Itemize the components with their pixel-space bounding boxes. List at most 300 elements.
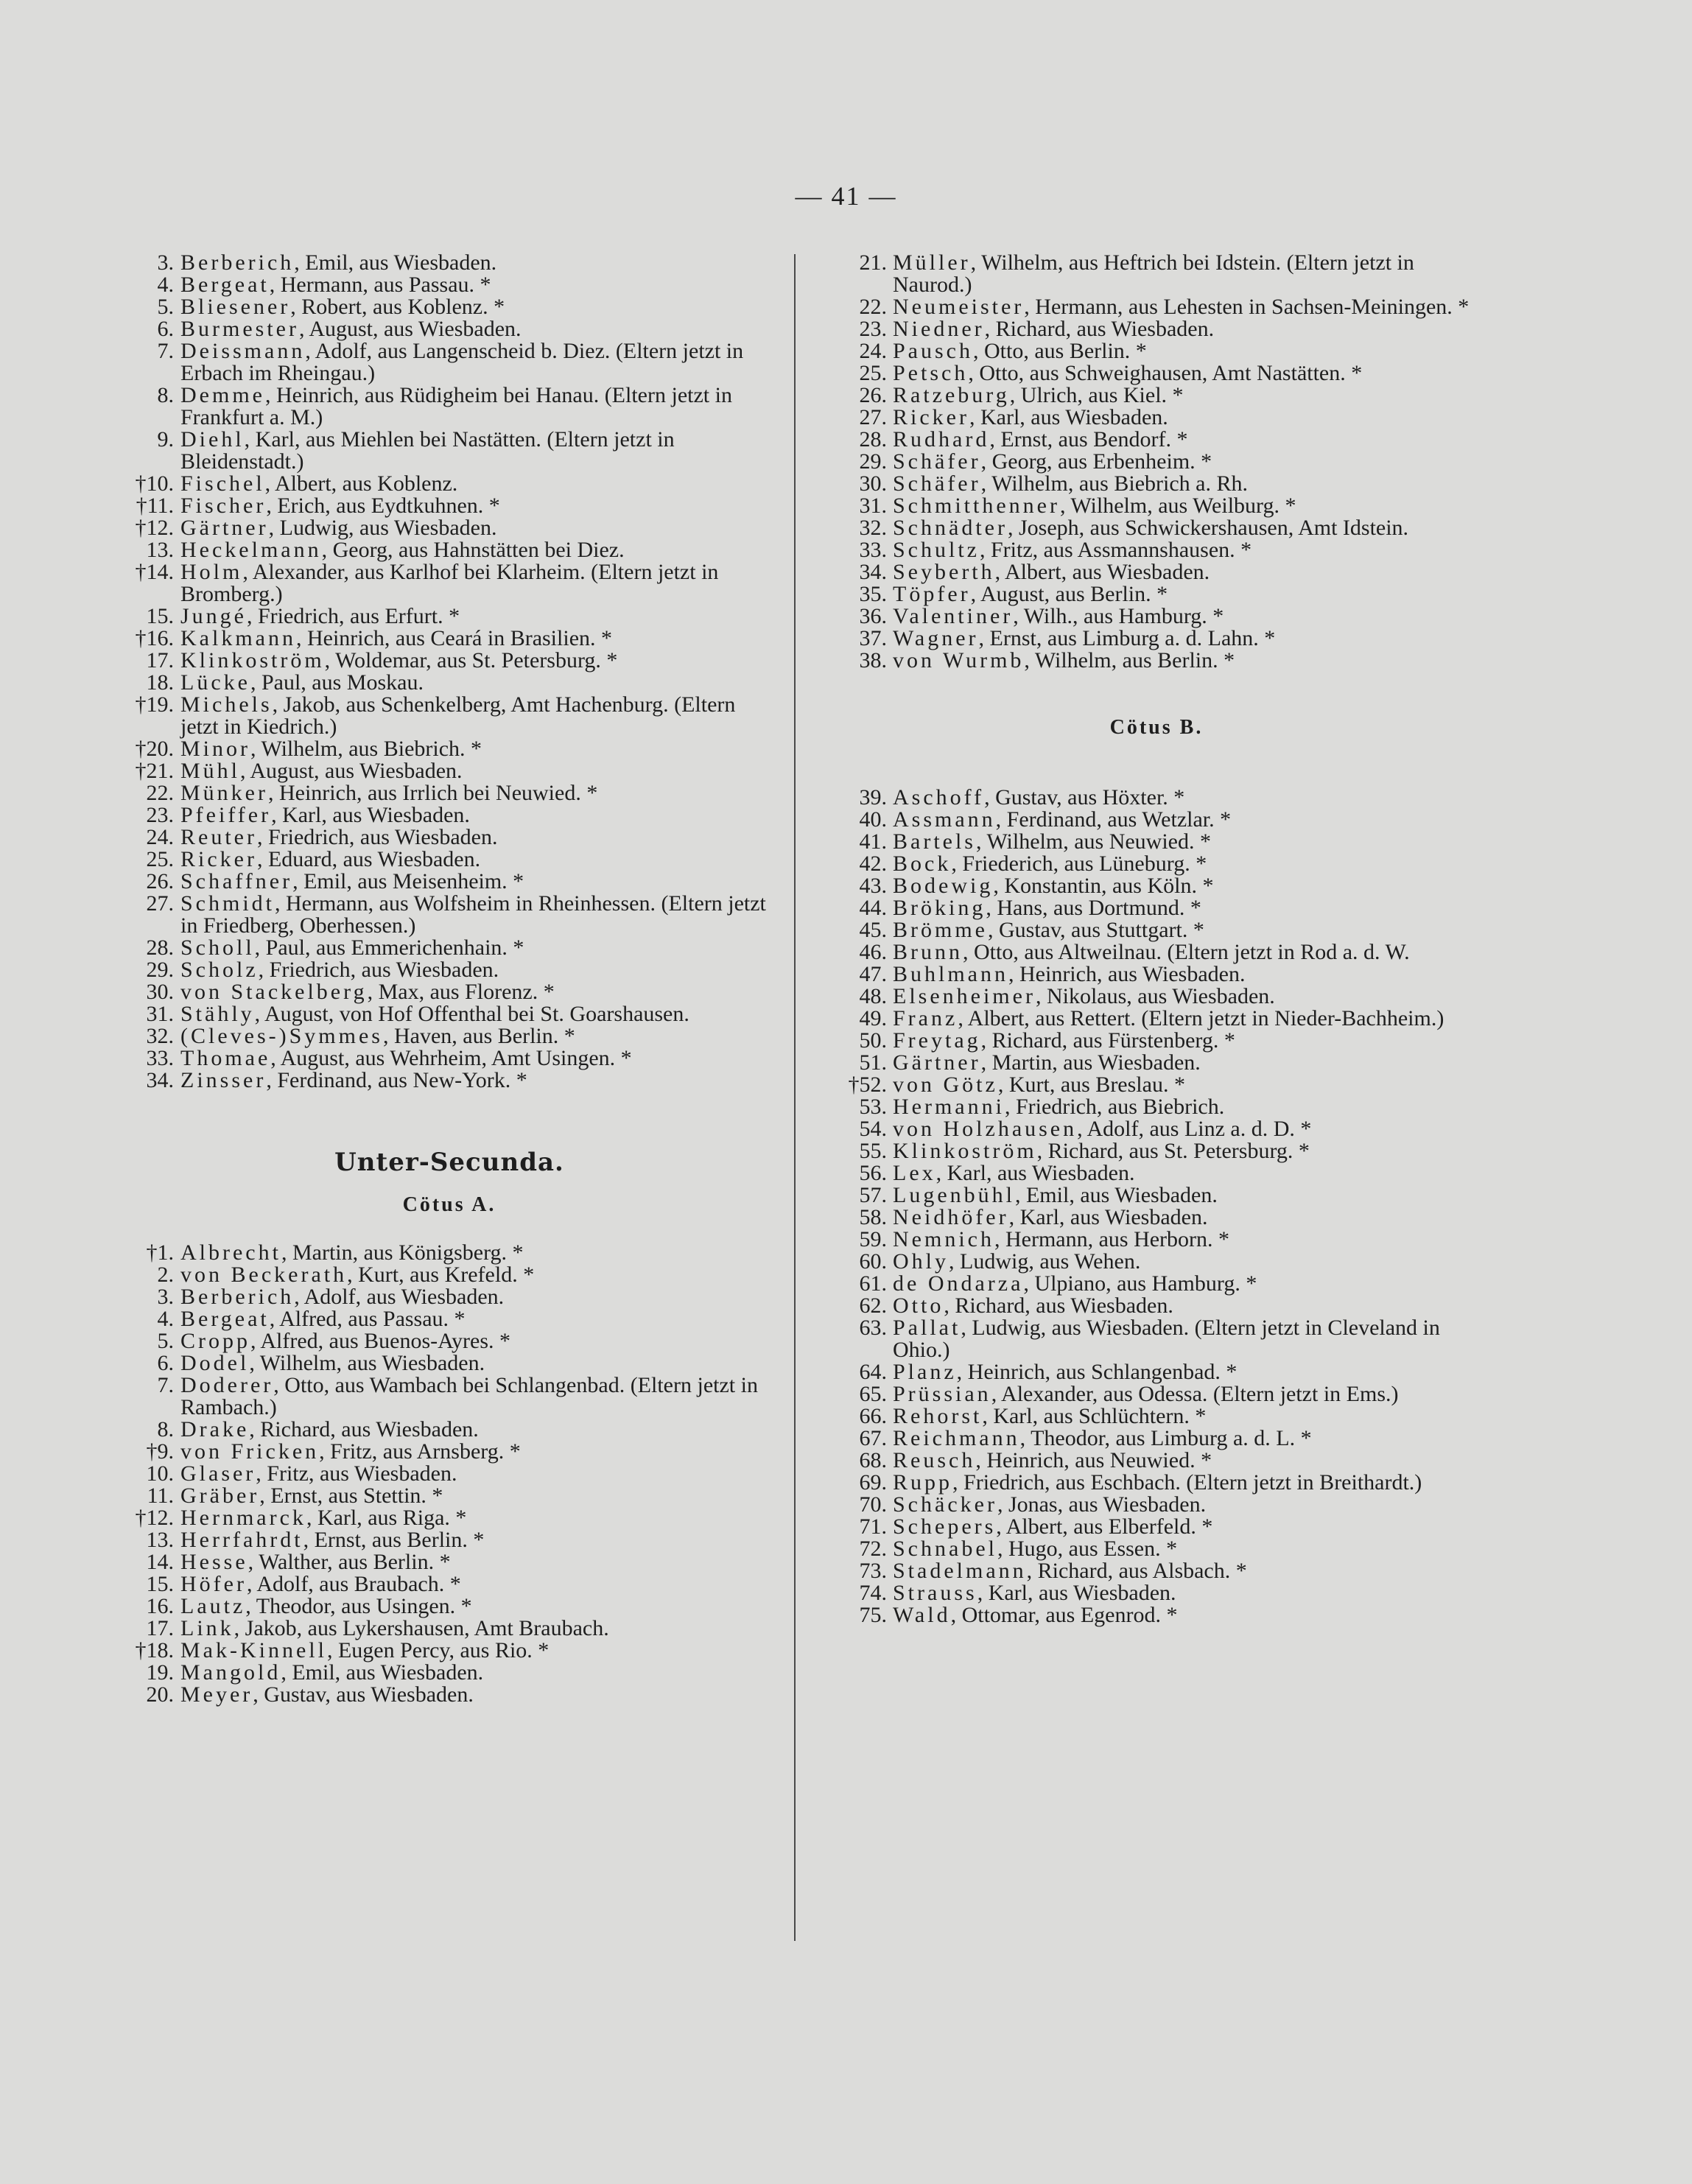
right-column xyxy=(832,252,1481,1626)
student-name: Meyer xyxy=(180,1682,253,1707)
student-details: , Karl, aus Wiesbaden. xyxy=(271,803,470,827)
student-name: Wald xyxy=(893,1603,951,1627)
cotus-b-list xyxy=(832,787,1481,1626)
student-name: Link xyxy=(180,1616,234,1640)
list-item xyxy=(832,628,1481,650)
student-details: , Wilhelm, aus Wiesbaden. xyxy=(249,1351,485,1375)
list-item xyxy=(125,495,773,517)
entry-number: 24. xyxy=(146,825,174,849)
entry-number: 72. xyxy=(859,1537,887,1561)
list-item xyxy=(832,1162,1481,1184)
right-top-list xyxy=(832,252,1481,672)
list-item xyxy=(832,1052,1481,1074)
entry-number: 28. xyxy=(146,935,174,960)
entry-number: 67. xyxy=(859,1426,887,1450)
entry-number: 27. xyxy=(146,891,174,916)
student-name: Bock xyxy=(893,852,952,876)
list-item xyxy=(832,362,1481,385)
student-details: , Karl, aus Wiesbaden. xyxy=(935,1161,1135,1185)
student-name: Burmester xyxy=(180,317,299,341)
entry-number: 50. xyxy=(859,1028,887,1053)
student-details: , Adolf, aus Langenscheid b. Diez. (Eltern jetzt in Erbach im Rheingau.) xyxy=(180,339,744,385)
list-item xyxy=(125,738,773,760)
student-details: , Ottomar, aus Egenrod. * xyxy=(950,1603,1178,1627)
list-item xyxy=(832,875,1481,897)
student-details: , Ludwig, aus Wiesbaden. xyxy=(268,516,497,540)
entry-number: 60. xyxy=(859,1249,887,1274)
list-item xyxy=(125,296,773,318)
list-item xyxy=(125,1264,773,1286)
list-item xyxy=(832,1096,1481,1118)
student-details: , Alfred, aus Passau. * xyxy=(269,1307,466,1331)
student-details: , Gustav, aus Höxter. * xyxy=(984,785,1185,810)
student-details: , Paul, aus Emmerichenhain. * xyxy=(254,935,524,960)
entry-number: †14. xyxy=(135,560,174,584)
list-item xyxy=(832,1207,1481,1229)
entry-number: 39. xyxy=(859,785,887,810)
student-name: Reichmann xyxy=(893,1426,1020,1450)
list-item xyxy=(125,959,773,981)
student-name: Schäfer xyxy=(893,471,981,496)
entry-number: 28. xyxy=(859,427,887,452)
student-name: Reuter xyxy=(180,825,257,849)
list-item xyxy=(832,831,1481,853)
entry-number: 46. xyxy=(859,940,887,964)
entry-number: 48. xyxy=(859,984,887,1008)
student-name: Lex xyxy=(893,1161,936,1185)
entry-number: 32. xyxy=(859,516,887,540)
student-name: Jungé xyxy=(180,604,247,628)
student-details: , Konstantin, aus Köln. * xyxy=(993,874,1214,898)
list-item xyxy=(125,1662,773,1684)
student-details: , Hans, aus Dortmund. * xyxy=(986,896,1201,920)
entry-number: 73. xyxy=(859,1559,887,1583)
list-item xyxy=(125,760,773,782)
list-item xyxy=(832,1494,1481,1516)
list-item xyxy=(832,1229,1481,1251)
entry-number: 17. xyxy=(146,648,174,673)
column-divider xyxy=(794,254,796,1941)
student-name: Gräber xyxy=(180,1483,260,1508)
cotus-a-heading: Cötus A. xyxy=(402,1193,496,1216)
list-item xyxy=(125,1242,773,1264)
entry-number: 6. xyxy=(157,1351,174,1375)
student-details: , Gustav, aus Wiesbaden. xyxy=(253,1682,474,1707)
entry-number: 65. xyxy=(859,1382,887,1406)
student-details: , Emil, aus Meisenheim. * xyxy=(292,869,524,893)
list-item xyxy=(125,1551,773,1573)
entry-number: 7. xyxy=(157,1373,174,1397)
entry-number: 18. xyxy=(146,670,174,695)
student-name: Fischel xyxy=(180,471,265,496)
entry-number: 25. xyxy=(146,847,174,871)
student-details: , Wilhelm, aus Neuwied. * xyxy=(975,829,1211,854)
list-item xyxy=(125,849,773,871)
entry-number: 34. xyxy=(146,1068,174,1092)
student-details: , Richard, aus Wiesbaden. xyxy=(984,317,1215,341)
student-details: , Alexander, aus Odessa. (Eltern jetzt in Ems.) xyxy=(991,1382,1399,1406)
entry-number: 34. xyxy=(859,560,887,584)
student-details: , Martin, aus Königsberg. * xyxy=(281,1240,524,1265)
student-details: , Wilhelm, aus Biebrich a. Rh. xyxy=(980,471,1248,496)
list-item xyxy=(125,1441,773,1463)
entry-number: 29. xyxy=(859,449,887,474)
entry-number: 7. xyxy=(157,339,174,363)
list-item xyxy=(125,1025,773,1047)
student-details: , Heinrich, aus Rüdigheim bei Hanau. (Eltern jetzt in Frankfurt a. M.) xyxy=(180,383,732,429)
unter-secunda-heading: Unter-Secunda. xyxy=(334,1148,564,1177)
student-name: Ricker xyxy=(180,847,257,871)
list-item xyxy=(832,495,1481,517)
list-item xyxy=(125,385,773,429)
list-item xyxy=(125,429,773,473)
list-item xyxy=(125,782,773,804)
student-details: , Ludwig, aus Wehen. xyxy=(949,1249,1141,1274)
student-details: , Jakob, aus Schenkelberg, Amt Hachenburg. (Eltern jetzt in Kiedrich.) xyxy=(180,692,736,739)
student-details: , Max, aus Florenz. * xyxy=(367,980,555,1004)
entry-number: †9. xyxy=(146,1439,174,1464)
student-name: Petsch xyxy=(893,361,969,385)
list-item xyxy=(832,561,1481,583)
student-details: , Wilhelm, aus Weilburg. * xyxy=(1059,494,1296,518)
entry-number: †1. xyxy=(146,1240,174,1265)
student-name: Mangold xyxy=(180,1660,281,1685)
entry-number: 15. xyxy=(146,1572,174,1596)
student-name: Lugenbühl xyxy=(893,1183,1015,1207)
student-details: , Ferdinand, aus Wetzlar. * xyxy=(995,807,1232,832)
list-item xyxy=(832,941,1481,963)
student-name: Brömme xyxy=(893,918,988,942)
entry-number: 14. xyxy=(146,1550,174,1574)
entry-number: 42. xyxy=(859,852,887,876)
student-details: , August, aus Wehrheim, Amt Usingen. * xyxy=(270,1046,632,1070)
student-details: , August, von Hof Offenthal bei St. Goarshausen. xyxy=(254,1002,689,1026)
entry-number: 63. xyxy=(859,1316,887,1340)
entry-number: 26. xyxy=(146,869,174,893)
student-name: Elsenheimer xyxy=(893,984,1036,1008)
entry-number: 24. xyxy=(859,339,887,363)
entry-number: 22. xyxy=(146,781,174,805)
student-name: Neidhöfer xyxy=(893,1205,1009,1229)
student-details: , Adolf, aus Braubach. * xyxy=(246,1572,461,1596)
student-details: , Karl, aus Riga. * xyxy=(306,1506,467,1530)
student-name: Bartels xyxy=(893,829,976,854)
student-name: Cropp xyxy=(180,1329,250,1353)
student-name: Albrecht xyxy=(180,1240,281,1265)
student-details: , Gustav, aus Stuttgart. * xyxy=(988,918,1204,942)
student-details: , Eduard, aus Wiesbaden. xyxy=(256,847,481,871)
list-item xyxy=(832,539,1481,561)
student-name: Mühl xyxy=(180,759,241,783)
student-name: Minor xyxy=(180,737,250,761)
student-details: , Richard, aus Alsbach. * xyxy=(1026,1559,1247,1583)
list-item xyxy=(832,1273,1481,1295)
list-item xyxy=(832,1560,1481,1582)
student-name: Thomae xyxy=(180,1046,271,1070)
student-details: , Heinrich, aus Wiesbaden. xyxy=(1008,962,1246,986)
entry-number: 38. xyxy=(859,648,887,673)
entry-number: †12. xyxy=(135,516,174,540)
student-name: Schmitthenner xyxy=(893,494,1060,518)
student-details: , Wilhelm, aus Berlin. * xyxy=(1024,648,1235,673)
student-details: , Friedrich, aus Biebrich. xyxy=(1004,1095,1225,1119)
entry-number: 30. xyxy=(146,980,174,1004)
student-details: , Wilhelm, aus Heftrich bei Idstein. (Eltern jetzt in Naurod.) xyxy=(893,250,1414,297)
entry-number: 33. xyxy=(859,538,887,562)
student-name: Berberich xyxy=(180,250,295,275)
student-details: , Alfred, aus Buenos-Ayres. * xyxy=(250,1329,511,1353)
student-details: , Heinrich, aus Irrlich bei Neuwied. * xyxy=(267,781,598,805)
student-name: Ricker xyxy=(893,405,969,429)
student-name: Schäcker xyxy=(893,1492,997,1517)
student-name: Assmann xyxy=(893,807,996,832)
student-name: Michels xyxy=(180,692,273,717)
student-name: Schaffner xyxy=(180,869,293,893)
list-item xyxy=(125,1047,773,1070)
student-details: , Emil, aus Wiesbaden. xyxy=(294,250,497,275)
list-item xyxy=(125,1308,773,1330)
student-details: , Karl, aus Wiesbaden. xyxy=(969,405,1168,429)
student-name: Brunn xyxy=(893,940,963,964)
student-details: , Paul, aus Moskau. xyxy=(250,670,424,695)
entry-number: 44. xyxy=(859,896,887,920)
list-item xyxy=(832,1030,1481,1052)
student-details: , Theodor, aus Limburg a. d. L. * xyxy=(1019,1426,1312,1450)
entry-number: 53. xyxy=(859,1095,887,1119)
student-details: , Georg, aus Hahnstätten bei Diez. xyxy=(321,538,625,562)
student-name: von Holzhausen xyxy=(893,1117,1078,1141)
list-item xyxy=(832,1538,1481,1560)
entry-number: 49. xyxy=(859,1006,887,1030)
entry-number: †16. xyxy=(135,626,174,650)
entry-number: 21. xyxy=(859,250,887,275)
entry-number: 13. xyxy=(146,538,174,562)
student-name: Heckelmann xyxy=(180,538,322,562)
student-details: , Ernst, aus Berlin. * xyxy=(303,1528,485,1552)
entry-number: 43. xyxy=(859,874,887,898)
student-details: , Albert, aus Elberfeld. * xyxy=(996,1514,1213,1539)
list-item xyxy=(832,1008,1481,1030)
student-details: , Ernst, aus Bendorf. * xyxy=(989,427,1188,452)
entry-number: 54. xyxy=(859,1117,887,1141)
student-name: Berberich xyxy=(180,1285,295,1309)
student-name: Töpfer xyxy=(893,582,971,606)
student-name: Müller xyxy=(893,250,971,275)
student-name: Hermanni xyxy=(893,1095,1005,1119)
list-item xyxy=(832,1516,1481,1538)
list-item xyxy=(125,252,773,274)
student-details: , Albert, aus Wiesbaden. xyxy=(994,560,1210,584)
student-name: Planz xyxy=(893,1360,957,1384)
entry-number: 30. xyxy=(859,471,887,496)
entry-number: 62. xyxy=(859,1293,887,1318)
student-name: Lücke xyxy=(180,670,250,695)
entry-number: 10. xyxy=(146,1461,174,1486)
entry-number: 29. xyxy=(146,958,174,982)
entry-number: 71. xyxy=(859,1514,887,1539)
entry-number: 35. xyxy=(859,582,887,606)
entry-number: 75. xyxy=(859,1603,887,1627)
entry-number: 64. xyxy=(859,1360,887,1384)
entry-number: 27. xyxy=(859,405,887,429)
list-item xyxy=(125,274,773,296)
student-name: Seyberth xyxy=(893,560,995,584)
student-details: , Richard, aus St. Petersburg. * xyxy=(1036,1139,1310,1163)
student-details: , Richard, aus Wiesbaden. xyxy=(249,1417,479,1442)
student-name: Stähly xyxy=(180,1002,255,1026)
list-item xyxy=(125,561,773,605)
list-item xyxy=(832,853,1481,875)
student-name: Pfeiffer xyxy=(180,803,272,827)
entry-number: 58. xyxy=(859,1205,887,1229)
student-name: Wagner xyxy=(893,626,979,650)
student-name: Stadelmann xyxy=(893,1559,1027,1583)
student-name: Klinkoström xyxy=(180,648,325,673)
student-name: de Ondarza xyxy=(893,1271,1024,1296)
student-name: Bergeat xyxy=(180,1307,270,1331)
list-item xyxy=(832,1450,1481,1472)
student-details: , Friedrich, aus Wiesbaden. xyxy=(258,958,499,982)
entry-number: †20. xyxy=(135,737,174,761)
list-item xyxy=(125,804,773,826)
entry-number: 8. xyxy=(157,1417,174,1442)
student-details: , Heinrich, aus Neuwied. * xyxy=(975,1448,1212,1472)
cotus-b-heading: Cötus B. xyxy=(1109,716,1204,739)
list-item xyxy=(125,605,773,628)
student-name: Schnädter xyxy=(893,516,1008,540)
list-item xyxy=(125,937,773,959)
student-details: , Heinrich, aus Ceará in Brasilien. * xyxy=(295,626,613,650)
entry-number: 45. xyxy=(859,918,887,942)
student-details: , Otto, aus Schweighausen, Amt Nastätten. * xyxy=(968,361,1363,385)
student-name: Hesse xyxy=(180,1550,248,1574)
list-item xyxy=(832,897,1481,919)
list-item xyxy=(125,539,773,561)
student-details: , Nikolaus, aus Wiesbaden. xyxy=(1035,984,1275,1008)
list-item xyxy=(832,1251,1481,1273)
student-name: Rupp xyxy=(893,1470,953,1495)
left-top-list xyxy=(125,252,773,1092)
entry-number: †10. xyxy=(135,471,174,496)
student-name: Nemnich xyxy=(893,1227,994,1251)
student-details: , Kurt, aus Krefeld. * xyxy=(347,1263,535,1287)
list-item xyxy=(125,694,773,738)
list-item xyxy=(125,1485,773,1507)
student-name: von Stackelberg xyxy=(180,980,368,1004)
list-item xyxy=(125,340,773,385)
student-details: , Hugo, aus Essen. * xyxy=(997,1537,1178,1561)
student-details: , August, aus Wiesbaden. xyxy=(240,759,463,783)
list-item xyxy=(125,1640,773,1662)
list-item xyxy=(832,1074,1481,1096)
student-details: , Jonas, aus Wiesbaden. xyxy=(997,1492,1207,1517)
list-item xyxy=(832,340,1481,362)
student-name: Gärtner xyxy=(180,516,269,540)
student-details: , Ulrich, aus Kiel. * xyxy=(1009,383,1184,407)
entry-number: 9. xyxy=(157,427,174,452)
list-item xyxy=(832,429,1481,451)
list-item xyxy=(125,650,773,672)
entry-number: 22. xyxy=(859,295,887,319)
list-item xyxy=(125,871,773,893)
list-item xyxy=(125,1070,773,1092)
student-name: Bergeat xyxy=(180,273,270,297)
list-item xyxy=(125,318,773,340)
list-item xyxy=(125,1573,773,1595)
list-item xyxy=(832,1140,1481,1162)
student-name: Aschoff xyxy=(893,785,985,810)
entry-number: 32. xyxy=(146,1024,174,1048)
student-name: Demme xyxy=(180,383,265,407)
student-name: Schäfer xyxy=(893,449,981,474)
student-details: , Friedrich, aus Wiesbaden. xyxy=(256,825,498,849)
student-details: , Georg, aus Erbenheim. * xyxy=(980,449,1212,474)
list-item xyxy=(832,517,1481,539)
student-name: Scholl xyxy=(180,935,255,960)
entry-number: 56. xyxy=(859,1161,887,1185)
student-details: , Friederich, aus Lüneburg. * xyxy=(951,852,1207,876)
entry-number: 69. xyxy=(859,1470,887,1495)
student-details: , Hermann, aus Passau. * xyxy=(269,273,491,297)
student-details: , Kurt, aus Breslau. * xyxy=(997,1072,1185,1097)
entry-number: 15. xyxy=(146,604,174,628)
student-name: Schmidt xyxy=(180,891,275,916)
list-item xyxy=(832,963,1481,986)
student-name: Ratzeburg xyxy=(893,383,1010,407)
student-name: Niedner xyxy=(893,317,985,341)
student-name: Neumeister xyxy=(893,295,1025,319)
student-name: Schepers xyxy=(893,1514,997,1539)
student-details: , Joseph, aus Schwickershausen, Amt Idstein. xyxy=(1007,516,1409,540)
list-item xyxy=(832,252,1481,296)
entry-number: 17. xyxy=(146,1616,174,1640)
student-details: , August, aus Wiesbaden. xyxy=(298,317,522,341)
student-name: Rehorst xyxy=(893,1404,983,1428)
entry-number: 41. xyxy=(859,829,887,854)
entry-number: 16. xyxy=(146,1594,174,1618)
student-details: , Adolf, aus Wiesbaden. xyxy=(294,1285,505,1309)
student-name: Freytag xyxy=(893,1028,981,1053)
student-details: , Hermann, aus Wolfsheim in Rheinhessen. (Eltern jetzt in Friedberg, Oberhessen.) xyxy=(180,891,766,938)
entry-number: 5. xyxy=(157,295,174,319)
entry-number: 19. xyxy=(146,1660,174,1685)
entry-number: 3. xyxy=(157,1285,174,1309)
student-details: , Richard, aus Fürstenberg. * xyxy=(980,1028,1235,1053)
list-item xyxy=(125,1463,773,1485)
entry-number: 66. xyxy=(859,1404,887,1428)
entry-number: 3. xyxy=(157,250,174,275)
student-details: , Haven, aus Berlin. * xyxy=(382,1024,575,1048)
student-details: , Ernst, aus Stettin. * xyxy=(259,1483,443,1508)
left-column xyxy=(125,252,773,1706)
student-name: von Götz xyxy=(893,1072,998,1097)
list-item xyxy=(125,628,773,650)
list-item xyxy=(832,650,1481,672)
student-details: , Ludwig, aus Wiesbaden. (Eltern jetzt in Cleveland in Ohio.) xyxy=(893,1316,1440,1362)
student-name: Höfer xyxy=(180,1572,247,1596)
entry-number: 61. xyxy=(859,1271,887,1296)
student-details: , Fritz, aus Assmannshausen. * xyxy=(980,538,1252,562)
list-item xyxy=(832,473,1481,495)
entry-number: 2. xyxy=(157,1263,174,1287)
entry-number: 25. xyxy=(859,361,887,385)
entry-number: 31. xyxy=(859,494,887,518)
list-item xyxy=(125,1374,773,1419)
list-item xyxy=(832,451,1481,473)
entry-number: †19. xyxy=(135,692,174,717)
student-details: , Heinrich, aus Schlangenbad. * xyxy=(956,1360,1238,1384)
student-name: Scholz xyxy=(180,958,259,982)
